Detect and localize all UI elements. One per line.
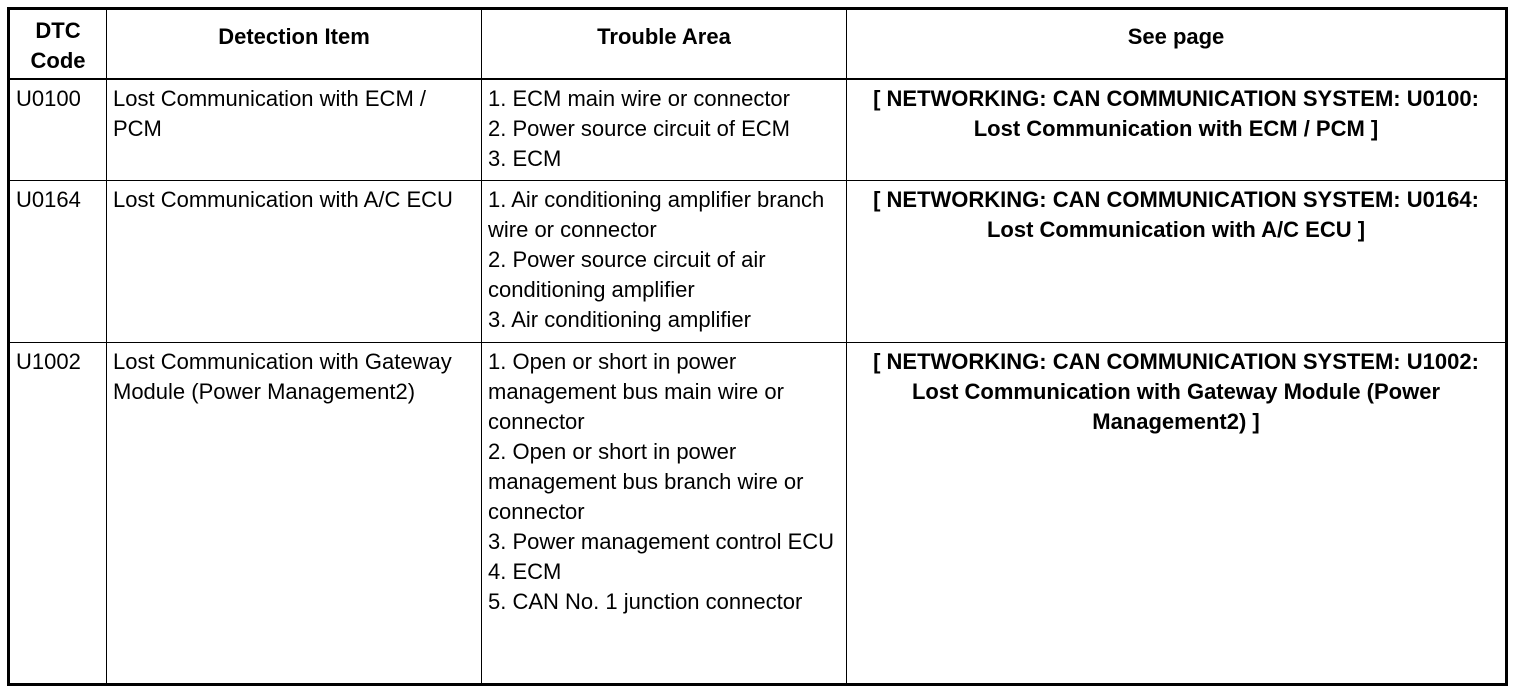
trouble-area-line: 4. ECM: [488, 559, 562, 584]
table-row: [9, 181, 1507, 343]
trouble-area-line: 5. CAN No. 1 junction connector: [488, 589, 803, 614]
trouble-area-line: 2. Power source circuit of ECM: [488, 115, 790, 141]
trouble-area-cell: [482, 181, 847, 343]
trouble-area-line: 1. Air conditioning amplifier branch wire or connector: [488, 187, 825, 242]
see-page-cell: [847, 343, 1507, 685]
see-page-link[interactable]: [ NETWORKING: CAN COMMUNICATION SYSTEM: U0100: Lost Communication with ECM / PCM ]: [873, 85, 1479, 141]
table-row: [9, 343, 1507, 685]
trouble-area-cell: [482, 343, 847, 685]
header-trouble-area: Trouble Area: [482, 9, 847, 79]
see-page-cell: [847, 181, 1507, 343]
dtc-code-cell: U1002: [9, 343, 107, 685]
table-row: [9, 79, 1507, 181]
detection-item-cell: Lost Communication with Gateway Module (Power Management2): [107, 343, 482, 685]
dtc-code-cell: U0100: [9, 79, 107, 181]
table-header-row: [9, 9, 1507, 79]
dtc-table: [7, 7, 1508, 686]
see-page-link[interactable]: [ NETWORKING: CAN COMMUNICATION SYSTEM: U1002: Lost Communication with Gateway Module (Power Management2) ]: [873, 349, 1479, 434]
trouble-area-line: 1. ECM main wire or connector: [488, 85, 790, 111]
header-detection-item: Detection Item: [107, 9, 482, 79]
trouble-area-line: 2. Power source circuit of air conditioning amplifier: [488, 247, 766, 302]
see-page-link[interactable]: [ NETWORKING: CAN COMMUNICATION SYSTEM: U0164: Lost Communication with A/C ECU ]: [873, 187, 1479, 242]
trouble-area-line: 3. ECM: [488, 145, 562, 171]
header-dtc-code: DTC Code: [9, 9, 107, 79]
trouble-area-line: 1. Open or short in power management bus main wire or connector: [488, 349, 784, 434]
see-page-cell: [847, 79, 1507, 181]
trouble-area-cell: [482, 79, 847, 181]
header-see-page: See page: [847, 9, 1507, 79]
trouble-area-line: 2. Open or short in power management bus branch wire or connector: [488, 439, 804, 524]
detection-item-cell: Lost Communication with A/C ECU: [107, 181, 482, 343]
detection-item-cell: Lost Communication with ECM / PCM: [107, 79, 482, 181]
trouble-area-line: 3. Air conditioning amplifier: [488, 307, 751, 332]
trouble-area-line: 3. Power management control ECU: [488, 529, 835, 554]
dtc-code-cell: U0164: [9, 181, 107, 343]
